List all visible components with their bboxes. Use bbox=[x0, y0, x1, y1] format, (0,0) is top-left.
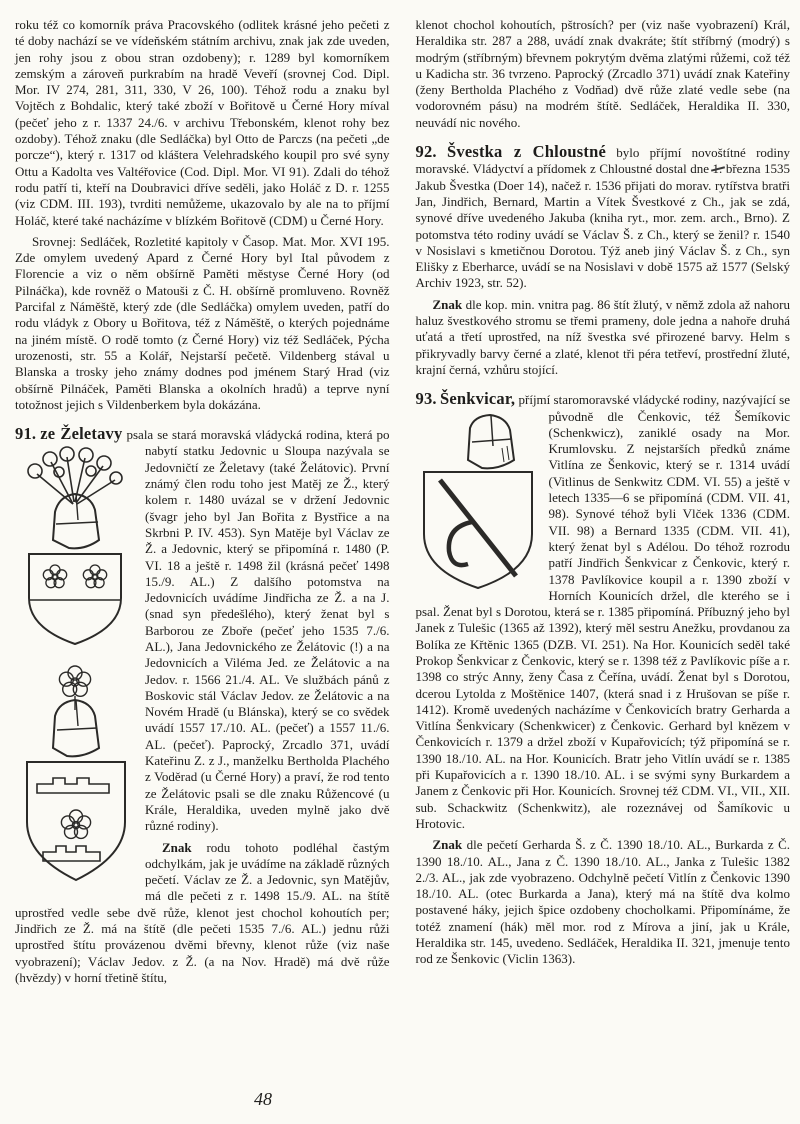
right-column bbox=[416, 17, 791, 991]
page-number: 48 bbox=[254, 1089, 272, 1109]
znak-92-label: Znak bbox=[432, 296, 463, 312]
section-93-text bbox=[416, 391, 791, 832]
struck-date: 1. bbox=[712, 161, 723, 177]
section-93-title: Šenkvicar, bbox=[440, 389, 516, 409]
srovnej-paragraph: Srovnej: Sedláček, Rozletité kapitoly v Časop. Mat. Mor. XVI 195. Zde omylem uvedený Apard z Černé Hory byl Ital původem z Florencie a viz o něm obšírně Paměti městyse Černé Hory (od Pilnáčka), kde rovněž o Matouši z Č. H. obšírně promluveno. Rovněž Parcifal z Náměště, který zde (dle Sedláčka) omylem uveden, patří do rodu vládyk z Obory u Bořitova, též z Náměště, o kterých pojednáme na jiném místě. O rodě tomto (z Černé Hory) viz též Sedláček, Pýcha urozenosti, str. 55 a Kolář, Nejstarší pečetě. Vildenberg stával u Blanska a trosky jeho známy dodnes pod jménem Starý Hrad (viz obšírně Pilnáček, Paměti Blanska a okolních hradů) a teprve nyní totožnost jejich s Vildenberkem byla dokázána. bbox=[15, 233, 390, 412]
zeletavy-arms-variant-a-figure bbox=[19, 446, 131, 652]
section-93 bbox=[416, 391, 791, 967]
section-92-body-post: března 1535 Jakub Švestka (Doer 14), načež r. 1536 přijati do morav. rytířstva bratři Jan, Jindřich, Bernard, Martin a Vítek Švestkové z Ch., jak se zdá, synové dříve uvedeného Jakuba (kniha ryt., mor. zem. arch., Brno). Z potomstva této rodiny uvádí se Václav Š. z Ch., který se ženil? r. 1540 v Nosislavi s kmetičnou Dorotou. Týž aneb jiný Václav Š. z Ch., syn Elišky z Eberharce, uvádí se na Nosislavi v době 1575 až 1577 (Selský Archiv 1923, str. 52). bbox=[415, 161, 791, 291]
left-column bbox=[15, 17, 390, 991]
zeletavy-arms-figures bbox=[15, 446, 135, 898]
znak-93-label: Znak bbox=[432, 837, 463, 853]
section-93-number: 93. bbox=[415, 389, 437, 409]
zeletavy-arms-variant-b-figure bbox=[15, 660, 135, 898]
section-93-body: nazývající se původně dle Čenkovic, též Šemíkovic (Schenkwicz), zaniklé osady na Mor. Krumlovsku. Z nejstarších předků známe Vitlína ze Šenkovic, který se r. 1314 uvádí (Vitlinus de Senkwitz CDM. VI. 55) a ještě v letech 1335—6 se připomíná (CDM. VII. 41, 98). Synové téhož byli Vlček 1336 (CDM. VII. 98) a Bernard 1335 (CDM. VII. 41), který ženat byl s Adélou. Do téhož rozrodu patří Jindřich Šenkvicar z Čenkovic, který r. 1378 Pavlíkovice koupil a r. 1390 zboží v Horních Kounicích držel, dle kterého se i psal. Ženat byl s Dorotou, která se r. 1385 připomíná. Příbuzný jeho byl Janek z Tulešic (1365 až 1392), který měl sestru Anežku, provdanou za Bolíka ze Křtěnic 1365 (DZB. VI. 251). Na Hor. Kounicích seděl také Prokop Šenkvicar z Čenkovic, který se r. 1398 též z Pavlíkovic píše a r. 1398 co strýc Anny, ženy Časa z Čeřína, uvádí. Ženat byl s Dorotou, dcerou Lytolda z Moštěnice 1407, (která snad i z Hrušovan se píše r. 1412). Kromě uvedených nacházíme v Čenkovicích bratry Gerharda a Vitlína Šenkvicary (Schenkwicer) z Čenkovic. Gerhard byl knězem v Čenkovicích r. 1379 a držel zboží v Kupařovicích; týž připomíná se r. 1390 18./10. AL. na Hor. Kounicích. Bratr jeho Vitlín uvádí se r. 1385 při Kupařovicích a r. 1390 18./10. AL. i se svými syny Burkardem a Janem z Čenkovic při Hor. Kounicích. Srovnej též CDM. VI., VII., XII. sub. Schackwitz (Schenkwitz), ale rozeznávej od Šamíkovic u Hrotovic. bbox=[415, 392, 791, 831]
continuation-paragraph-right: klenot chochol kohoutích, pštrosích? per (viz naše vyobrazení) Král, Heraldika str. 287 a 288, uvádí znak dvakráte; štít stříbrný (modrý) s modrým (stříbrným) břevnem pokrytým dvěma zlatými růžemi, což též u Kadicha str. 36 tvrzeno. Paprocký (Zrcadlo 371) uvádí znak Kateřiny (ženy Bertholda Plachého z Vodňad) dvě růže zlaté vedle sebe (na vodorovném pásu) na modrém štítě. Sedláček, Heraldika II. 330, neuvádí nic nového. bbox=[415, 17, 790, 130]
znak-92-text: dle kop. min. vnitra pag. 86 štít žlutý, v němž zdola až nahoru haluz švestkového stromu se třemi prameny, dole jedna a nahoře druhá uťatá a třetí uprostřed, na níž švestka své přirozené barvy. Helm s přikryvadly barvy černé a zlaté, klenot tři péra tetřeví, prostřední žluté, krajní černá, vzhůru stojící. bbox=[415, 296, 791, 377]
section-91-text bbox=[15, 426, 390, 834]
section-92 bbox=[416, 144, 791, 378]
continuation-paragraph: roku též co komorník práva Pracovského (odlitek krásné jeho pečeti z té doby nachází se ve vídeňském státním archivu, znak jak zde uveden, jen rohy jsou z obou stran ozdobeny); r. 1289 byl komorníkem zemským a zároveň purkrabím na hradě Veveří (srovnej Cod. Dipl. Mor. IV 274, 281, 311, 330, V 26, 100). Téhož rodu a znaku byl Vojtěch z Bohdalic, který také zboží v Bořitově u Černé Hory míval (pečeť jeho z r. 1337 24./6. v archivu Třebonském, klenot rohy bez ozdoby). Téhož znaku (dle Sedláčka) byl Otto de Parczs (na pečeti „de porcze“), který r. 1317 od kláštera Velehradského koupil pro své syny Ottu a Kadolta ves Valtéřovice (Cod. Dipl. Mor. VI 91). Zdali do téhož rodu patří ti, kteří na Doubravici dříve seděli, jako Holáč z D. r. 1255 (viz CDM. III. 193), tvrditi nemůžeme, ukazovalo by ale na to příjmí Holáč, které také nacházíme v blízkém Bořitově (CDM) u Černé Hory. bbox=[15, 17, 390, 228]
section-91-body: rodina, která po nabytí statku Jedovnic u Sloupa nazývala se Jedovničtí ze Želetavy (také Želátovic). První známý člen rodu toho jest Matěj ze Ž., který kolem r. 1480 uvázal se v držení Jedovnic (švagr jeho byl Jan Bořita z Bystřice a na Skrbni P. IV. 453). Syn Matěje byl Václav ze Ž. a Jedovnic, který se připomíná r. 1480 (P. VI. 18 a ještě r. 1498 žil (krásná pečeť 1498 15./9. AL.) Z dalšího potomstva na Jedovnicích uvádíme Jindřicha ze Ž. a na J. (snad syn předešlého), který ženat byl s Barborou ze Zboře (pečeť jeho 1535 7./6. AL.), Jana Jedovnického ze Želátovic (!) a na Jedovnicích a Viléma Jed. ze Želátovic a na Jedov. r. 1566 21./4. AL. Ve službách pánů z Boskovic stál Václav Jedov. ze Želátovic a na Novém Hradě (u Blánska), který se co svědek uvádí 1557 17./10. AL. (pečeť) a 1557 11./6. AL. (pečeť). Paprocký, Zrcadlo 371, uvádí Kateřinu Z. z J., manželku Bertholda Plachého z Voděrad (u Černé Hory) a praví, že rod tento ze Želátovic psali se dle znaku Růžencové (u Krále, Heraldika, uveden mylně jako dvě různé rodiny). bbox=[145, 427, 390, 834]
section-93-body-lead: příjmí staromoravské vládycké rodiny, bbox=[518, 392, 720, 408]
znak-91-text: rodu tohoto podléhal častým odchylkám, jak je uvádíme na základě různých pečetí. Václav ze Ž. a Jedovnic, syn Matějův, má dle pečeti z r. 1498 15./9. AL. na štítě uprostřed vedle sebe dvě růže, klenot jest chochol kohoutích per; Jindřich ze Ž. má na štítě (dle pečeti 1535 7./6. AL.) jednu růži uprostřed štítu provázenou dvěmi břevny, klenot růže (viz naše vyobrazení); Václav Jedov. z Ž. (a na Nov. Hradě) má dvě růže (hvězdy) v horní třetině štítu, bbox=[15, 839, 390, 985]
znak-93-text: dle pečetí Gerharda Š. z Č. 1390 18./10. AL., Burkarda z Č. 1390 18./10. AL., Jana z Č. 1390 18./10. AL., Janka z Tulešic 1382 2./3. AL., jak zde vyobrazeno. Odchylně pečetí Vitlín z Čenkovic 1390 18./10. AL. (otec Burkarda a Jana), který má na štítě dva kolmo postavené háky, jejich špice ozdobeny chocholkami. Připomínáme, že totéž znamení (hák) měl mor. rod z Mírova a jiní, jak u Krále, Heraldika str. 145, uvedeno. Sedláček, Heraldika II. 321, jmenuje tento rod ze Šenkovic (Viclin 1363). bbox=[415, 837, 791, 967]
section-91-title: ze Želetavy bbox=[40, 424, 123, 444]
section-92-text bbox=[416, 144, 791, 292]
section-92-body-pre: bylo příjmí novoštítné rodiny moravské. Vládyctví a přídomek z Chloustné dostal dne bbox=[415, 145, 791, 177]
section-92-title: Švestka z Chloustné bbox=[447, 142, 606, 162]
znak-93-paragraph bbox=[416, 837, 791, 967]
senkvicar-arms-figures bbox=[416, 412, 540, 594]
section-91-number: 91. bbox=[15, 424, 37, 444]
znak-92-paragraph bbox=[416, 297, 791, 378]
znak-91-label: Znak bbox=[162, 839, 192, 855]
senkvicar-arms-figure bbox=[416, 412, 540, 594]
section-92-number: 92. bbox=[415, 142, 437, 162]
section-91-body-lead: psala se stará moravská vládycká bbox=[126, 427, 303, 443]
section-91 bbox=[15, 426, 390, 986]
